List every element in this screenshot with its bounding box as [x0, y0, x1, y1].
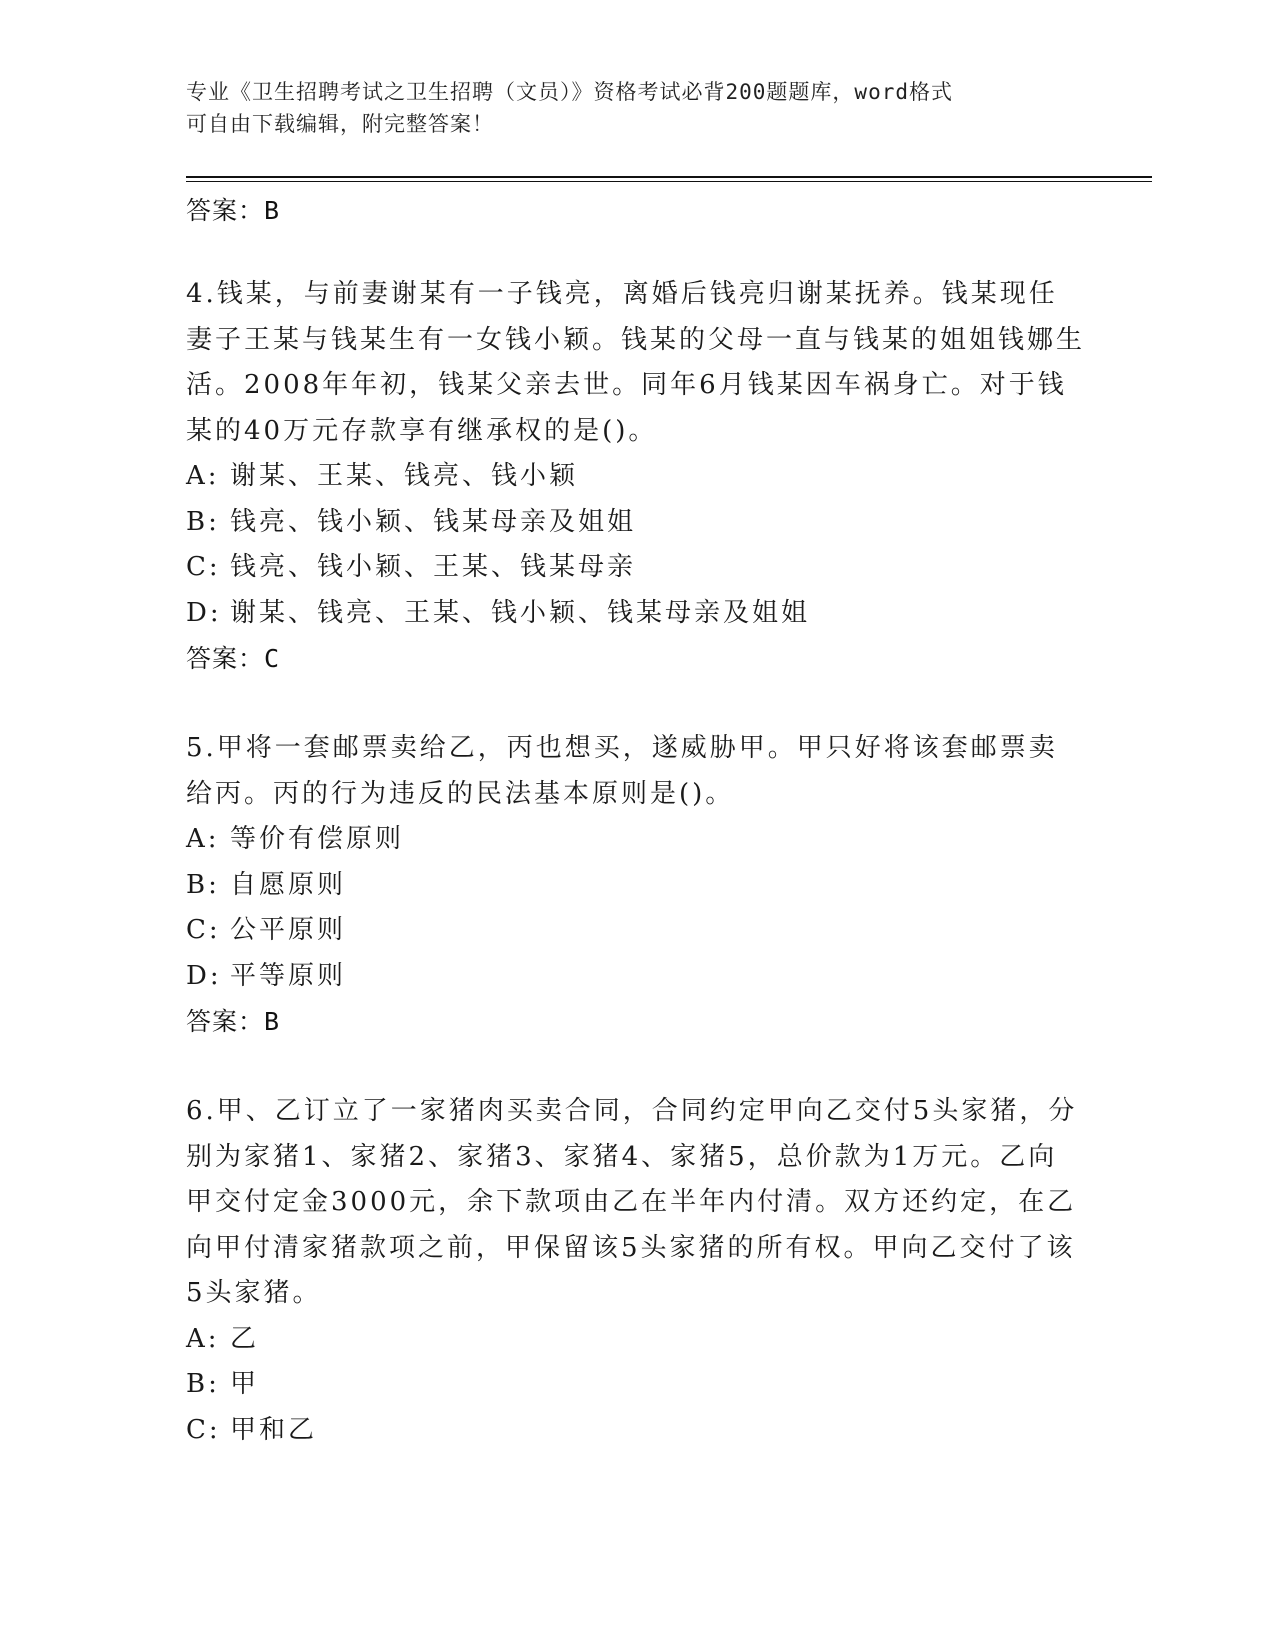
answer-line: 答案：B — [186, 1007, 281, 1036]
question-stem: 4.钱某，与前妻谢某有一子钱亮，离婚后钱亮归谢某抚养。钱某现任妻子王某与钱某生有一女钱小颖。钱某的父母一直与钱某的姐姐钱娜生活。2008年年初，钱某父亲去世。同年6月钱某因车祸身亡。对于钱某的40万元存款享有继承权的是()。 — [186, 279, 1086, 446]
answer-line: 答案：B — [186, 196, 281, 225]
option-letter: A: — [186, 1323, 220, 1354]
option-d — [186, 591, 1086, 637]
header-divider-thick — [186, 176, 1152, 178]
option-text: 甲 — [230, 1369, 260, 1399]
option-c — [186, 545, 1086, 591]
answer-line: 答案：C — [186, 644, 281, 673]
header-title-line-2: 可自由下载编辑，附完整答案！ — [186, 112, 494, 136]
option-text: 等价有偿原则 — [230, 824, 405, 854]
option-letter: A: — [186, 461, 220, 491]
option-letter: C: — [186, 1414, 221, 1445]
question-item — [186, 1089, 1086, 1453]
option-text: 钱亮、钱小颖、王某、钱某母亲 — [230, 552, 637, 582]
option-b — [186, 863, 1086, 909]
option-letter: C: — [186, 915, 221, 945]
option-text: 乙 — [230, 1323, 260, 1354]
question-stem: 6.甲、乙订立了一家猪肉买卖合同，合同约定甲向乙交付5头家猪，分别为家猪1、家猪2、家猪3、家猪4、家猪5，总价款为1万元。乙向甲交付定金3000元，余下款项由乙在半年内付清。双方还约定，在乙向甲付清家猪款项之前，甲保留该5头家猪的所有权。甲向乙交付了该5头家猪。 — [186, 1096, 1078, 1308]
option-text: 钱亮、钱小颖、钱某母亲及姐姐 — [230, 506, 637, 537]
option-text: 谢某、钱亮、王某、钱小颖、钱某母亲及姐姐 — [230, 597, 811, 628]
question-list — [186, 188, 1086, 1453]
option-c — [186, 908, 1086, 954]
option-text: 公平原则 — [230, 915, 347, 945]
option-d — [186, 954, 1086, 1000]
option-letter: B: — [186, 869, 220, 900]
header-title-line-1: 专业《卫生招聘考试之卫生招聘（文员）》资格考试必背200题题库，word格式 — [186, 80, 953, 104]
option-text: 自愿原则 — [230, 869, 347, 900]
option-b — [186, 1362, 1086, 1408]
option-a — [186, 454, 1086, 500]
option-letter: B: — [186, 506, 220, 537]
header-divider-thin — [186, 181, 1152, 182]
option-a — [186, 817, 1086, 863]
question-item — [186, 272, 1086, 682]
option-text: 平等原则 — [230, 960, 347, 991]
option-a — [186, 1317, 1086, 1363]
document-header — [186, 76, 1066, 140]
option-letter: A: — [186, 824, 220, 854]
question-item — [186, 726, 1086, 1045]
option-text: 甲和乙 — [230, 1414, 318, 1445]
option-c — [186, 1408, 1086, 1454]
option-letter: D: — [186, 960, 222, 991]
option-letter: C: — [186, 552, 221, 582]
option-b — [186, 500, 1086, 546]
option-text: 谢某、王某、钱亮、钱小颖 — [230, 461, 579, 491]
option-letter: D: — [186, 597, 222, 628]
option-letter: B: — [186, 1369, 220, 1399]
question-stem: 5.甲将一套邮票卖给乙，丙也想买，遂威胁甲。甲只好将该套邮票卖给丙。丙的行为违反的民法基本原则是()。 — [186, 733, 1058, 809]
